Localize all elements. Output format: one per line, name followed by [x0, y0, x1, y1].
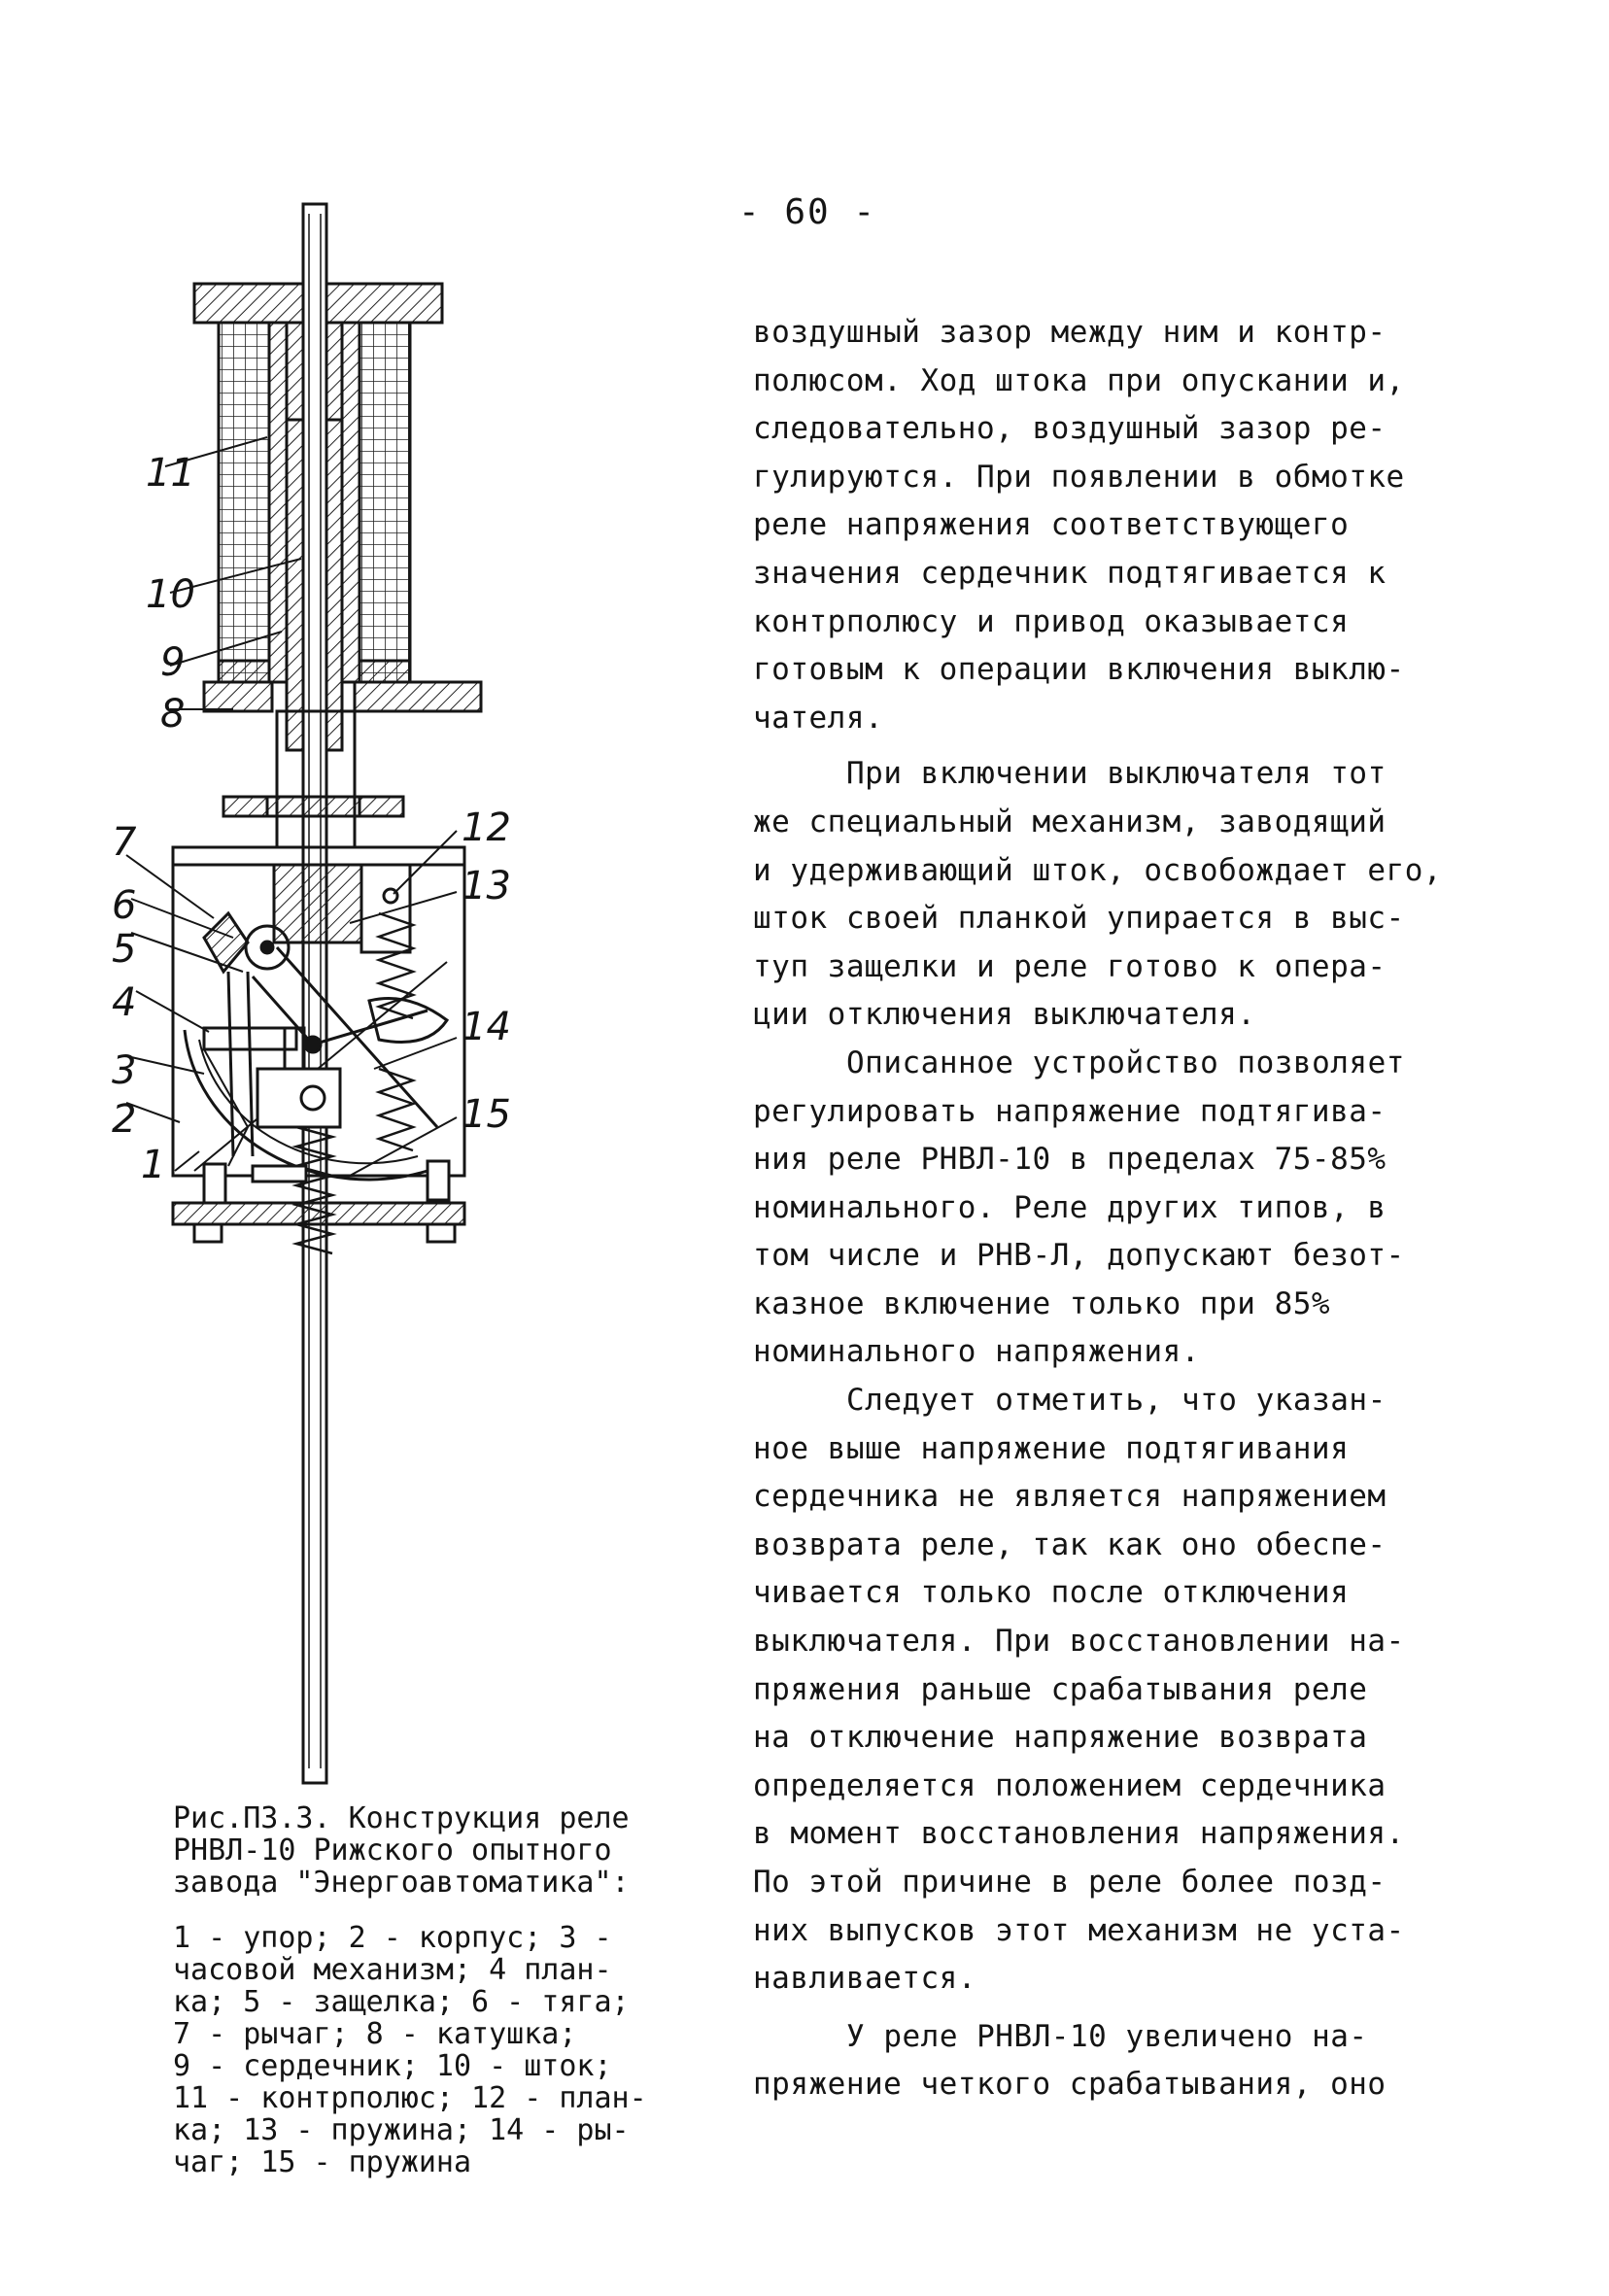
text-line: шток своей планкой упирается в выс-	[753, 901, 1405, 937]
caption-line: РНВЛ-10 Рижского опытного	[173, 1833, 612, 1868]
text-line: По этой причине в реле более позд-	[753, 1865, 1386, 1900]
label-2: 2	[112, 1097, 137, 1142]
text-line: Следует отметить, что указан-	[846, 1383, 1386, 1419]
paragraph-5	[753, 2013, 1511, 2109]
paragraph-3	[753, 1040, 1511, 1377]
text-line: ния реле РНВЛ-10 в пределах 75-85%	[753, 1142, 1386, 1178]
legend-line: 1 - упор; 2 - корпус; 3 -	[173, 1921, 612, 1955]
text-line: сердечника не является напряжением	[753, 1479, 1386, 1515]
paragraph-4	[753, 1377, 1511, 2004]
text-line: номинального напряжения.	[753, 1334, 1200, 1370]
text-line: При включении выключателя тот	[846, 756, 1386, 792]
text-line: номинального. Реле других типов, в	[753, 1189, 1386, 1225]
relay-drawing-svg	[58, 194, 738, 1798]
legend-line: ка; 13 - пружина; 14 - ры-	[173, 2113, 630, 2147]
label-4: 4	[112, 980, 137, 1025]
coil-left	[219, 323, 269, 682]
text-line: навливается.	[753, 1961, 976, 1997]
label-9: 9	[160, 640, 186, 685]
legend-line: 7 - рычаг; 8 - катушка;	[173, 2017, 577, 2051]
text-line: на отключение напряжение возврата	[753, 1720, 1368, 1756]
label-6: 6	[112, 883, 137, 928]
label-13: 13	[462, 864, 511, 908]
label-1: 1	[141, 1143, 166, 1187]
caption-legend	[173, 1922, 732, 2178]
text-line: выключателя. При восстановлении на-	[753, 1624, 1405, 1660]
text-line: возврата реле, так как оно обеспе-	[753, 1526, 1386, 1562]
text-line: готовым к операции включения выклю-	[753, 652, 1405, 688]
legend-line: чаг; 15 - пружина	[173, 2145, 472, 2179]
label-8: 8	[160, 692, 186, 737]
label-11: 11	[146, 451, 195, 496]
coil-right	[359, 323, 410, 682]
text-line: и удерживающий шток, освобождает его,	[753, 852, 1443, 888]
label-3: 3	[112, 1048, 137, 1093]
legend-line: 9 - сердечник; 10 - шток;	[173, 2049, 612, 2083]
legend-line: часовой механизм; 4 план-	[173, 1953, 612, 1987]
label-10: 10	[146, 572, 195, 617]
text-line: У реле РНВЛ-10 увеличено на-	[846, 2018, 1368, 2054]
text-line: том числе и РНВ-Л, допускают безот-	[753, 1238, 1405, 1274]
legend-line: 11 - контрполюс; 12 - план-	[173, 2081, 647, 2115]
text-line: чивается только после отключения	[753, 1575, 1350, 1611]
text-line: контрполюсу и привод оказывается	[753, 603, 1350, 639]
text-line: воздушный зазор между ним и контр-	[753, 315, 1386, 350]
contrapole	[287, 323, 303, 420]
text-line: туп защелки и реле готово к опера-	[753, 948, 1386, 984]
label-14: 14	[462, 1005, 511, 1049]
text-line: Описанное устройство позволяет	[846, 1045, 1405, 1080]
paragraph-2	[753, 750, 1511, 1040]
spring-13	[379, 913, 413, 1018]
label-15: 15	[462, 1092, 511, 1137]
label-5: 5	[112, 927, 137, 972]
body-text	[753, 309, 1511, 2109]
text-line: ции отключения выключателя.	[753, 997, 1256, 1033]
text-line: следовательно, воздушный зазор ре-	[753, 411, 1386, 447]
paragraph-1	[753, 309, 1511, 742]
caption-line: Рис.П3.3. Конструкция реле	[173, 1801, 630, 1835]
text-line: гулируются. При появлении в обмотке	[753, 459, 1405, 495]
text-line: чателя.	[753, 700, 884, 736]
text-line: полюсом. Ход штока при опускании и,	[753, 362, 1405, 398]
label-12: 12	[462, 805, 511, 850]
relay-drawing	[58, 194, 738, 1798]
text-line: определяется положением сердечника	[753, 1767, 1386, 1803]
caption-title	[173, 1802, 732, 1899]
text-line: казное включение только при 85%	[753, 1285, 1331, 1321]
text-line: в момент восстановления напряжения.	[753, 1816, 1405, 1852]
text-line: них выпусков этот механизм не уста-	[753, 1912, 1405, 1948]
caption-line: завода "Энергоавтоматика":	[173, 1866, 630, 1900]
text-line: ное выше напряжение подтягивания	[753, 1430, 1350, 1466]
label-7: 7	[112, 820, 137, 865]
text-line: реле напряжения соответствующего	[753, 507, 1350, 543]
figure-caption	[173, 1802, 732, 2178]
legend-line: ка; 5 - защелка; 6 - тяга;	[173, 1985, 630, 2019]
rod	[303, 204, 326, 1783]
text-line: пряжение четкого срабатывания, оно	[753, 2067, 1386, 2103]
core	[287, 420, 303, 750]
text-line: регулировать напряжение подтягива-	[753, 1093, 1386, 1129]
text-line: значения сердечник подтягивается к	[753, 555, 1386, 591]
text-line: же специальный механизм, заводящий	[753, 804, 1386, 840]
text-line: пряжения раньше срабатывания реле	[753, 1671, 1368, 1707]
page-number: - 60 -	[738, 192, 877, 232]
